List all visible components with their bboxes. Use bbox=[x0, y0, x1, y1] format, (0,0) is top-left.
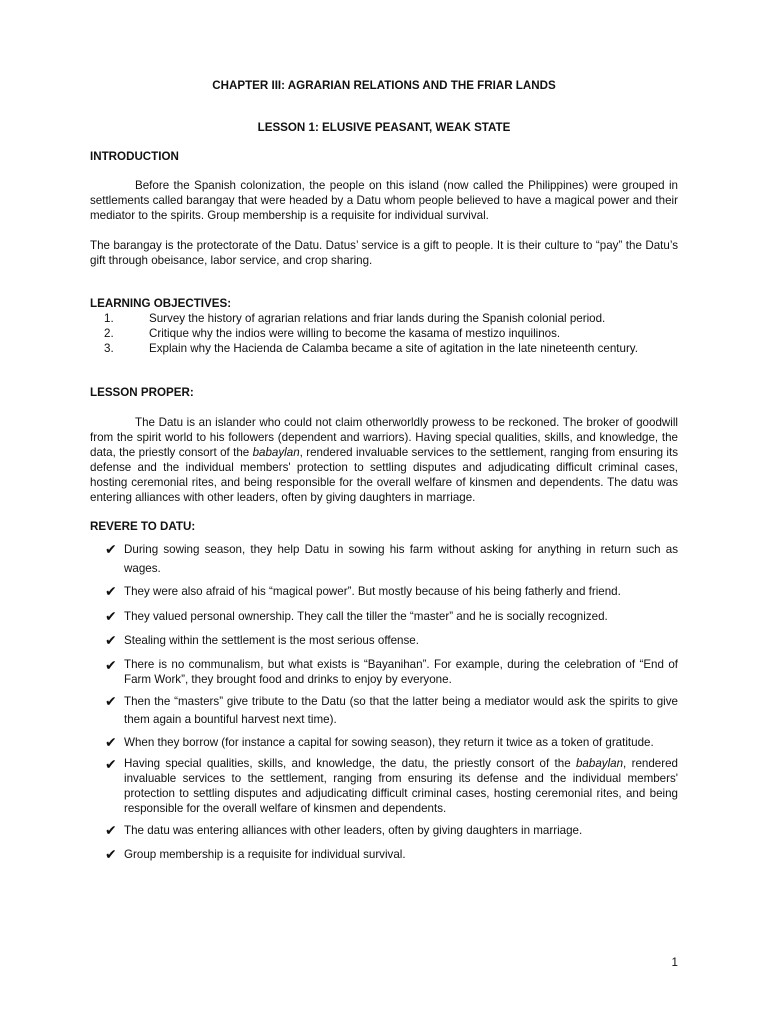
revere-item bbox=[90, 846, 678, 865]
check-icon: ✔ bbox=[105, 692, 117, 709]
check-icon: ✔ bbox=[105, 822, 117, 838]
check-icon: ✔ bbox=[105, 733, 117, 750]
revere-item bbox=[90, 632, 678, 651]
page-number: 1 bbox=[671, 956, 678, 969]
revere-item bbox=[90, 541, 678, 578]
check-icon: ✔ bbox=[105, 541, 117, 557]
lesson-proper-heading: LESSON PROPER: bbox=[90, 386, 194, 399]
lesson-proper-text-1: The Datu is an islander who could not claim otherworldly prowess to be reckoned. The broker of goodwill from the spirit world to his followers (dependent and warriors). Having special qualities, skills, and knowledge, the data, the priestly consort of the bbox=[90, 416, 678, 459]
check-icon: ✔ bbox=[105, 756, 117, 772]
revere-item-text: Group membership is a requisite for individual survival. bbox=[124, 847, 406, 861]
objective-text: Critique why the indios were willing to become the kasama of mestizo inquilinos. bbox=[149, 327, 561, 340]
revere-item-text-2: , rendered invaluable services to the settlement, ranging from ensuring its defense and the individual members' protection to settling disputes and adjudicating difficult criminal cases, hosting ceremonial rites, and being responsible for the overall welfare of kinsmen and dependents. bbox=[124, 757, 678, 815]
objectives-heading: LEARNING OBJECTIVES: bbox=[90, 297, 232, 310]
check-icon: ✔ bbox=[105, 845, 117, 862]
revere-item-text: During sowing season, they help Datu in sowing his farm without asking for anything in return such as wages. bbox=[124, 543, 678, 575]
objective-item bbox=[90, 311, 678, 326]
check-icon: ✔ bbox=[105, 607, 117, 624]
revere-list bbox=[90, 541, 678, 864]
objective-number: 2. bbox=[104, 327, 114, 340]
revere-item bbox=[90, 583, 678, 602]
revere-item bbox=[90, 756, 678, 816]
revere-item bbox=[90, 657, 678, 687]
objective-text: Survey the history of agrarian relations and friar lands during the Spanish colonial period. bbox=[149, 312, 606, 325]
revere-heading: REVERE TO DATU: bbox=[90, 520, 196, 533]
revere-item-text: There is no communalism, but what exists is “Bayanihan”. For example, during the celebration of “End of Farm Work”, they brought food and drinks to enjoy by everyone. bbox=[124, 657, 678, 686]
revere-item bbox=[90, 693, 678, 730]
introduction-heading: INTRODUCTION bbox=[90, 150, 179, 163]
revere-item-italic: babaylan bbox=[575, 757, 624, 770]
introduction-paragraph-2: The barangay is the protectorate of the Datu. Datus’ service is a gift to people. It is their culture to “pay” the Datu’s gift through obeisance, labor service, and crop sharing. bbox=[90, 239, 678, 267]
revere-item-text: Stealing within the settlement is the most serious offense. bbox=[124, 634, 419, 647]
revere-item-text-1: Having special qualities, skills, and knowledge, the datu, the priestly consort of the bbox=[124, 757, 576, 770]
objective-number: 3. bbox=[104, 342, 114, 355]
objective-item bbox=[90, 341, 678, 356]
check-icon: ✔ bbox=[105, 583, 117, 599]
check-icon: ✔ bbox=[105, 656, 117, 673]
objective-number: 1. bbox=[104, 312, 114, 325]
revere-item-text: The datu was entering alliances with other leaders, often by giving daughters in marriage. bbox=[124, 824, 583, 837]
revere-item bbox=[90, 822, 678, 841]
revere-item-text: Then the “masters” give tribute to the Datu (so that the latter being a mediator would ask the spirits to give them again a bountiful harvest next time). bbox=[124, 694, 678, 726]
objective-item bbox=[90, 326, 678, 341]
lesson-proper-italic: babaylan bbox=[252, 446, 300, 459]
revere-item-text: They valued personal ownership. They call the tiller the “master” and he is socially recognized. bbox=[124, 609, 608, 623]
chapter-title: CHAPTER III: AGRARIAN RELATIONS AND THE FRIAR LANDS bbox=[212, 79, 556, 92]
objective-text: Explain why the Hacienda de Calamba became a site of agitation in the late nineteenth century. bbox=[149, 342, 638, 355]
revere-item bbox=[90, 734, 678, 753]
lesson-title: LESSON 1: ELUSIVE PEASANT, WEAK STATE bbox=[257, 121, 511, 134]
revere-item bbox=[90, 608, 678, 627]
revere-item-text: They were also afraid of his “magical power”. But mostly because of his being fatherly and friend. bbox=[124, 585, 621, 598]
lesson-proper-paragraph bbox=[90, 415, 678, 505]
check-icon: ✔ bbox=[105, 632, 117, 648]
objectives-list bbox=[90, 311, 678, 356]
revere-item-text: When they borrow (for instance a capital for sowing season), they return it twice as a token of gratitude. bbox=[124, 735, 654, 749]
lesson-proper-text-2: , rendered invaluable services to the settlement, ranging from ensuring its defense and the individual members' protection to settling disputes and adjudicating difficult criminal cases, hosting ceremonial rites, and being responsible for the overall welfare of kinsmen and dependents. The datu was entering alliances with other leaders, often by giving daughters in marriage. bbox=[90, 446, 678, 504]
introduction-paragraph-1: Before the Spanish colonization, the people on this island (now called the Philippines) were grouped in settlements called barangay that were headed by a Datu whom people believed to have a magical power and their mediator to the spirits. Group membership is a requisite for individual survival. bbox=[90, 179, 678, 222]
